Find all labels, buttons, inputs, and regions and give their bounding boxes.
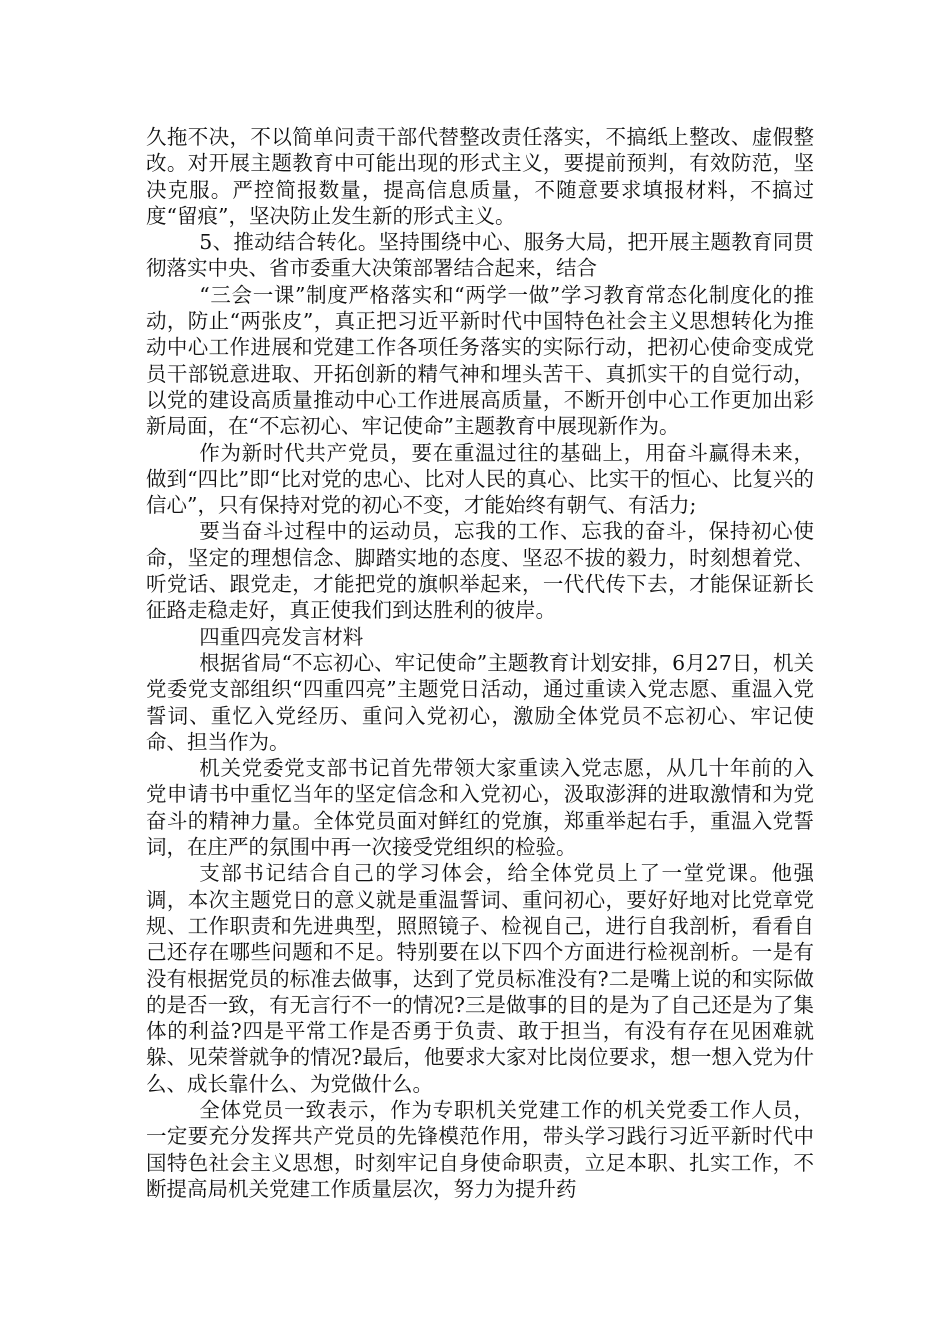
paragraph-members-statement: 全体党员一致表示，作为专职机关党建工作的机关党委工作人员，一定要充分发挥共产党员的先锋模范作用，带头学习践行习近平新时代中国特色社会主义思想，时刻牢记自身使命职责，立足本职、扎实工作，不断提高局机关党建工作质量层次，努力为提升药 <box>146 1097 814 1201</box>
paragraph-item-5: 5、推动结合转化。坚持围绕中心、服务大局，把开展主题教育同贯彻落实中央、省市委重大决策部署结合起来，结合 <box>146 230 814 281</box>
paragraph-party-lecture: 支部书记结合自己的学习体会，给全体党员上了一堂党课。他强调，本次主题党日的意义就是重温誓词、重问初心，要好好地对比党章党规、工作职责和先进典型，照照镜子、检视自己，进行自我剖析，看看自己还存在哪些问题和不足。特别要在以下四个方面进行检视剖析。一是有没有根据党员的标准去做事，达到了党员标准没有?二是嘴上说的和实际做的是否一致，有无言行不一的情况?三是做事的目的是为了自己还是为了集体的利益?四是平常工作是否勇于负责、敢于担当，有没有存在见困难就躲、见荣誉就争的情况?最后，他要求大家对比岗位要求，想一想入党为什么、成长靠什么、为党做什么。 <box>146 861 814 1096</box>
document-body <box>146 124 814 1202</box>
paragraph-activity-intro: 根据省局“不忘初心、牢记使命”主题教育计划安排，6月27日，机关党委党支部组织“四重四亮”主题党日活动，通过重读入党志愿、重温入党誓词、重忆入党经历、重问入党初心，激励全体党员不忘初心、牢记使命、担当作为。 <box>146 650 814 754</box>
paragraph-four-comparisons: 作为新时代共产党员，要在重温过往的基础上，用奋斗赢得未来，做到“四比”即“比对党的忠心、比对人民的真心、比实干的恒心、比复兴的信心”，只有保持对党的初心不变，才能始终有朝气、有活力; <box>146 440 814 518</box>
paragraph-reread-pledge: 机关党委党支部书记首先带领大家重读入党志愿，从几十年前的入党申请书中重忆当年的坚定信念和入党初心，汲取澎湃的进取激情和为党奋斗的精神力量。全体党员面对鲜红的党旗，郑重举起右手，重温入党誓词，在庄严的氛围中再一次接受党组织的检验。 <box>146 756 814 860</box>
paragraph-struggle: 要当奋斗过程中的运动员，忘我的工作、忘我的奋斗，保持初心使命，坚定的理想信念、脚踏实地的态度、坚忍不拔的毅力，时刻想着党、听党话、跟党走，才能把党的旗帜举起来，一代代传下去，才能保证新长征路走稳走好，真正使我们到达胜利的彼岸。 <box>146 519 814 623</box>
paragraph-continuation: 久拖不决，不以简单问责干部代替整改责任落实，不搞纸上整改、虚假整改。对开展主题教育中可能出现的形式主义，要提前预判，有效防范，坚决克服。严控简报数量，提高信息质量，不随意要求填报材料，不搞过度“留痕”，坚决防止发生新的形式主义。 <box>146 125 814 228</box>
section-heading: 四重四亮发言材料 <box>199 624 364 649</box>
paragraph-three-meetings: “三会一课”制度严格落实和“两学一做”学习教育常态化制度化的推动，防止“两张皮”，真正把习近平新时代中国特色社会主义思想转化为推动中心工作进展和党建工作各项任务落实的实际行动，把初心使命变成党员干部锐意进取、开拓创新的精气神和埋头苦干、真抓实干的自觉行动，以党的建设高质量推动中心工作进展高质量，不断开创中心工作更加出彩新局面，在“不忘初心、牢记使命”主题教育中展现新作为。 <box>146 282 814 439</box>
